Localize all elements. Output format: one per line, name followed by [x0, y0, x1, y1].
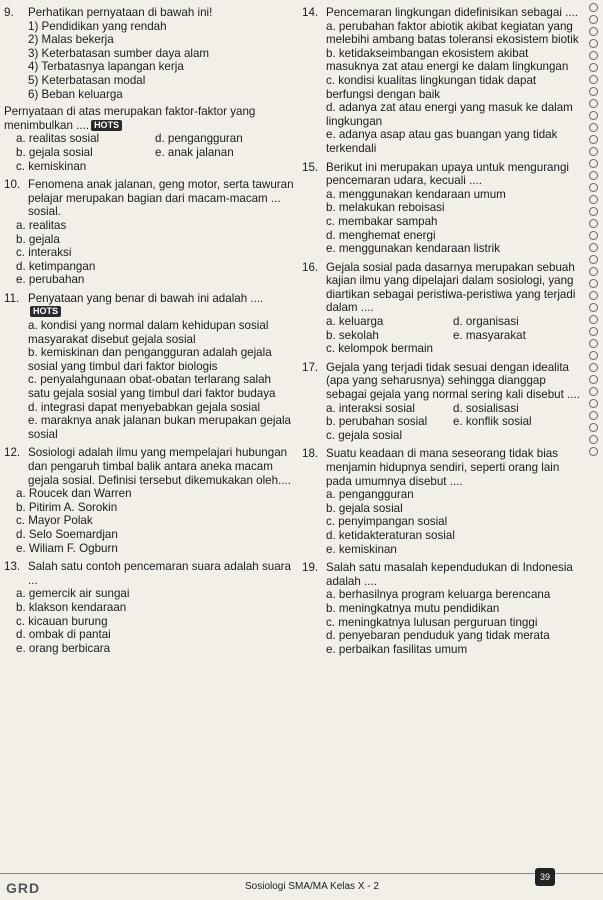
option-c[interactable]: c. penyimpangan sosial — [326, 515, 448, 529]
binding-ring-icon — [589, 87, 598, 96]
binding-ring-icon — [589, 399, 598, 408]
question-text: Pencemaran lingkungan didefinisikan sebagai .... — [326, 6, 579, 19]
option-e[interactable]: e. menggunakan kendaraan listrik — [326, 242, 501, 256]
publisher-logo: GRD — [6, 880, 41, 896]
option-a[interactable]: a. realitas sosial — [16, 132, 100, 146]
binding-ring-icon — [589, 63, 598, 72]
question-number: 11. — [4, 291, 20, 305]
option-e[interactable]: e. kemiskinan — [326, 542, 397, 556]
option-d[interactable]: d. ketidakteraturan sosial — [326, 528, 455, 542]
binding-ring-icon — [589, 75, 598, 84]
binding-ring-icon — [589, 387, 598, 396]
option-c[interactable]: c. membakar sampah — [326, 214, 438, 228]
binding-ring-icon — [589, 171, 598, 180]
binding-ring-icon — [589, 303, 598, 312]
binding-ring-icon — [589, 183, 598, 192]
option-d[interactable]: d. ombak di pantai — [16, 628, 111, 642]
option-b[interactable]: b. kemiskinan dan pengangguran adalah gejala sosial yang timbul dari faktor biologis — [28, 346, 272, 373]
question-number: 15. — [302, 160, 319, 174]
binding-ring-icon — [589, 219, 598, 228]
question-19 — [302, 561, 580, 656]
option-d[interactable]: d. sosialisasi — [453, 401, 519, 415]
binding-ring-icon — [589, 291, 598, 300]
question-18 — [302, 447, 580, 556]
option-b[interactable]: b. melakukan reboisasi — [326, 201, 445, 215]
binding-ring-icon — [589, 3, 598, 12]
option-a[interactable]: a. interaksi sosial — [326, 401, 415, 415]
question-number: 19. — [302, 561, 319, 575]
left-column — [4, 6, 294, 660]
option-c[interactable]: c. kicauan burung — [16, 614, 108, 628]
question-text: Salah satu masalah kependudukan di Indonesia adalah .... — [326, 561, 573, 588]
binding-ring-icon — [589, 363, 598, 372]
statement-item: 6) Beban keluarga — [28, 87, 123, 101]
statement-item: 1) Pendidikan yang rendah — [28, 19, 167, 33]
option-d[interactable]: d. menghemat energi — [326, 228, 436, 242]
option-c[interactable]: c. gejala sosial — [326, 428, 403, 442]
question-12 — [4, 446, 294, 555]
option-e[interactable]: e. perubahan — [16, 273, 85, 287]
option-b[interactable]: b. gejala sosial — [326, 501, 403, 515]
binding-ring-icon — [589, 243, 598, 252]
option-e[interactable]: e. orang berbicara — [16, 641, 111, 655]
binding-ring-icon — [589, 135, 598, 144]
option-b[interactable]: b. gejala sosial — [16, 145, 93, 159]
option-a[interactable]: a. berhasilnya program keluarga berencana — [326, 588, 551, 602]
statement-item: 3) Keterbatasan sumber daya alam — [28, 46, 210, 60]
binding-ring-icon — [589, 51, 598, 60]
hots-badge: HOTS — [91, 120, 122, 131]
option-c[interactable]: c. kondisi kualitas lingkungan tidak dapat berfungsi dengan baik — [326, 73, 537, 101]
option-a[interactable]: a. keluarga — [326, 315, 384, 329]
option-d[interactable]: d. pengangguran — [155, 132, 243, 146]
option-b[interactable]: b. meningkatnya mutu pendidikan — [326, 601, 500, 615]
question-text: Gejala yang terjadi tidak sesuai dengan idealita (apa yang seharusnya) sehingga dianggap sebagai gejala yang normal sering kali disebut .... — [326, 360, 580, 402]
option-e[interactable]: e. perbaikan fasilitas umum — [326, 642, 468, 656]
binding-ring-icon — [589, 411, 598, 420]
option-a[interactable]: a. realitas — [16, 218, 67, 232]
question-text: Penyataan yang benar di bawah ini adalah .... — [28, 291, 264, 305]
binding-ring-icon — [589, 267, 598, 276]
option-b[interactable]: b. klakson kendaraan — [16, 600, 127, 614]
question-number: 17. — [302, 360, 319, 374]
question-text: Sosiologi adalah ilmu yang mempelajari hubungan dan pengaruh timbal balik antara aneka macam gejala sosial. Definisi tersebut dikemukakan oleh.... — [28, 446, 291, 487]
option-e[interactable]: e. Wiliam F. Ogburn — [16, 541, 118, 555]
binding-ring-icon — [589, 327, 598, 336]
option-a[interactable]: a. kondisi yang normal dalam kehidupan sosial masyarakat disebut gejala sosial — [28, 319, 269, 346]
option-d[interactable]: d. adanya zat atau energi yang masuk ke dalam lingkungan — [326, 101, 573, 128]
binding-ring-icon — [589, 339, 598, 348]
question-number: 12. — [4, 446, 21, 460]
binding-ring-icon — [589, 39, 598, 48]
option-d[interactable]: d. ketimpangan — [16, 259, 96, 273]
option-b[interactable]: b. perubahan sosial — [326, 415, 428, 429]
question-14 — [302, 6, 580, 156]
binding-ring-icon — [589, 447, 598, 456]
option-d[interactable]: d. penyebaran penduduk yang tidak merata — [326, 629, 550, 643]
option-e[interactable]: e. masyarakat — [453, 328, 526, 342]
binding-ring-icon — [589, 123, 598, 132]
question-17 — [302, 361, 580, 443]
binding-ring-icon — [589, 351, 598, 360]
statement-item: 4) Terbatasnya lapangan kerja — [28, 60, 184, 74]
question-10 — [4, 178, 294, 287]
hots-badge: HOTS — [30, 306, 61, 317]
binding-ring-icon — [589, 99, 598, 108]
statement-list — [4, 20, 294, 102]
binding-ring-icon — [589, 423, 598, 432]
option-b[interactable]: b. sekolah — [326, 328, 379, 342]
option-a[interactable]: a. menggunakan kendaraan umum — [326, 187, 506, 201]
binding-ring-icon — [589, 207, 598, 216]
statement-item: 2) Malas bekerja — [28, 33, 114, 47]
option-b[interactable]: b. ketidakseimbangan ekosistem akibat masuknya zat atau energi ke dalam lingkungan — [326, 46, 569, 74]
question-stem: Pernyataan di atas merupakan faktor-faktor yang menimbulkan .... — [4, 105, 256, 132]
option-c[interactable]: c. penyalahgunaan obat-obatan terlarang salah satu gejala sosial yang timbul dari faktor budaya — [28, 373, 276, 401]
question-text: Perhatikan pernyataan di bawah ini! — [28, 6, 213, 19]
binding-ring-icon — [589, 435, 598, 444]
question-number: 10. — [4, 178, 21, 192]
question-number: 9. — [4, 6, 14, 19]
statement-item: 5) Keterbatasan modal — [28, 73, 146, 87]
binding-ring-icon — [589, 315, 598, 324]
right-column — [302, 6, 580, 661]
question-number: 16. — [302, 260, 319, 274]
question-text: Suatu keadaan di mana seseorang tidak bias menjamin hidupnya sendiri, seperti orang lain pada umumnya disebut .... — [326, 447, 560, 488]
option-a[interactable]: a. Roucek dan Warren — [16, 487, 132, 501]
question-number: 18. — [302, 447, 319, 461]
question-number: 13. — [4, 560, 21, 574]
binding-ring-icon — [589, 159, 598, 168]
binding-ring-icon — [589, 111, 598, 120]
spiral-binding — [587, 0, 599, 870]
book-title: Sosiologi SMA/MA Kelas X - 2 — [245, 881, 379, 892]
option-a[interactable]: a. pengangguran — [326, 488, 414, 502]
binding-ring-icon — [589, 375, 598, 384]
binding-ring-icon — [589, 255, 598, 264]
binding-ring-icon — [589, 27, 598, 36]
question-9 — [4, 6, 294, 173]
option-d[interactable]: d. integrasi dapat menyebabkan gejala sosial — [28, 400, 261, 414]
question-text: Berikut ini merupakan upaya untuk mengurangi pencemaran udara, kecuali .... — [326, 160, 569, 188]
question-15 — [302, 161, 580, 256]
option-a[interactable]: a. gemercik air sungai — [16, 587, 130, 601]
option-c[interactable]: c. kelompok bermain — [326, 342, 433, 356]
question-16 — [302, 261, 580, 356]
option-e[interactable]: e. adanya asap atau gas buangan yang tidak terkendali — [326, 128, 558, 155]
option-a[interactable]: a. perubahan faktor abiotik akibat kegiatan yang melebihi ambang batas toleransi ekosistem biotik — [326, 19, 579, 47]
option-c[interactable]: c. Mayor Polak — [16, 514, 93, 528]
option-c[interactable]: c. kemiskinan — [16, 159, 87, 173]
option-e[interactable]: e. maraknya anak jalanan bukan merupakan gejala sosial — [28, 414, 291, 441]
question-text: Salah satu contoh pencemaran suara adalah suara ... — [28, 560, 291, 587]
question-13 — [4, 560, 294, 655]
option-c[interactable]: c. interaksi — [16, 246, 72, 260]
option-e[interactable]: e. anak jalanan — [155, 145, 234, 159]
option-d[interactable]: d. organisasi — [453, 315, 519, 329]
question-number: 14. — [302, 6, 319, 19]
binding-ring-icon — [589, 231, 598, 240]
question-text: Fenomena anak jalanan, geng motor, serta tawuran pelajar merupakan bagian dari macam-macam ... sosial. — [28, 178, 294, 219]
binding-ring-icon — [589, 279, 598, 288]
option-e[interactable]: e. konflik sosial — [453, 415, 532, 429]
question-text: Gejala sosial pada dasarnya merupakan sebuah kajian ilmu yang dipelajari dalam sosiologi, yang diartikan sebagai peristiwa-peristiwa yang terjadi dalam .... — [326, 260, 576, 315]
page-number: 39 — [535, 868, 555, 886]
binding-ring-icon — [589, 15, 598, 24]
binding-ring-icon — [589, 195, 598, 204]
option-c[interactable]: c. meningkatnya lulusan perguruan tinggi — [326, 615, 538, 629]
option-b[interactable]: b. Pitirim A. Sorokin — [16, 500, 118, 514]
page-footer — [0, 873, 603, 900]
question-11 — [4, 292, 294, 442]
option-d[interactable]: d. Selo Soemardjan — [16, 527, 118, 541]
binding-ring-icon — [589, 147, 598, 156]
option-b[interactable]: b. gejala — [16, 232, 60, 246]
